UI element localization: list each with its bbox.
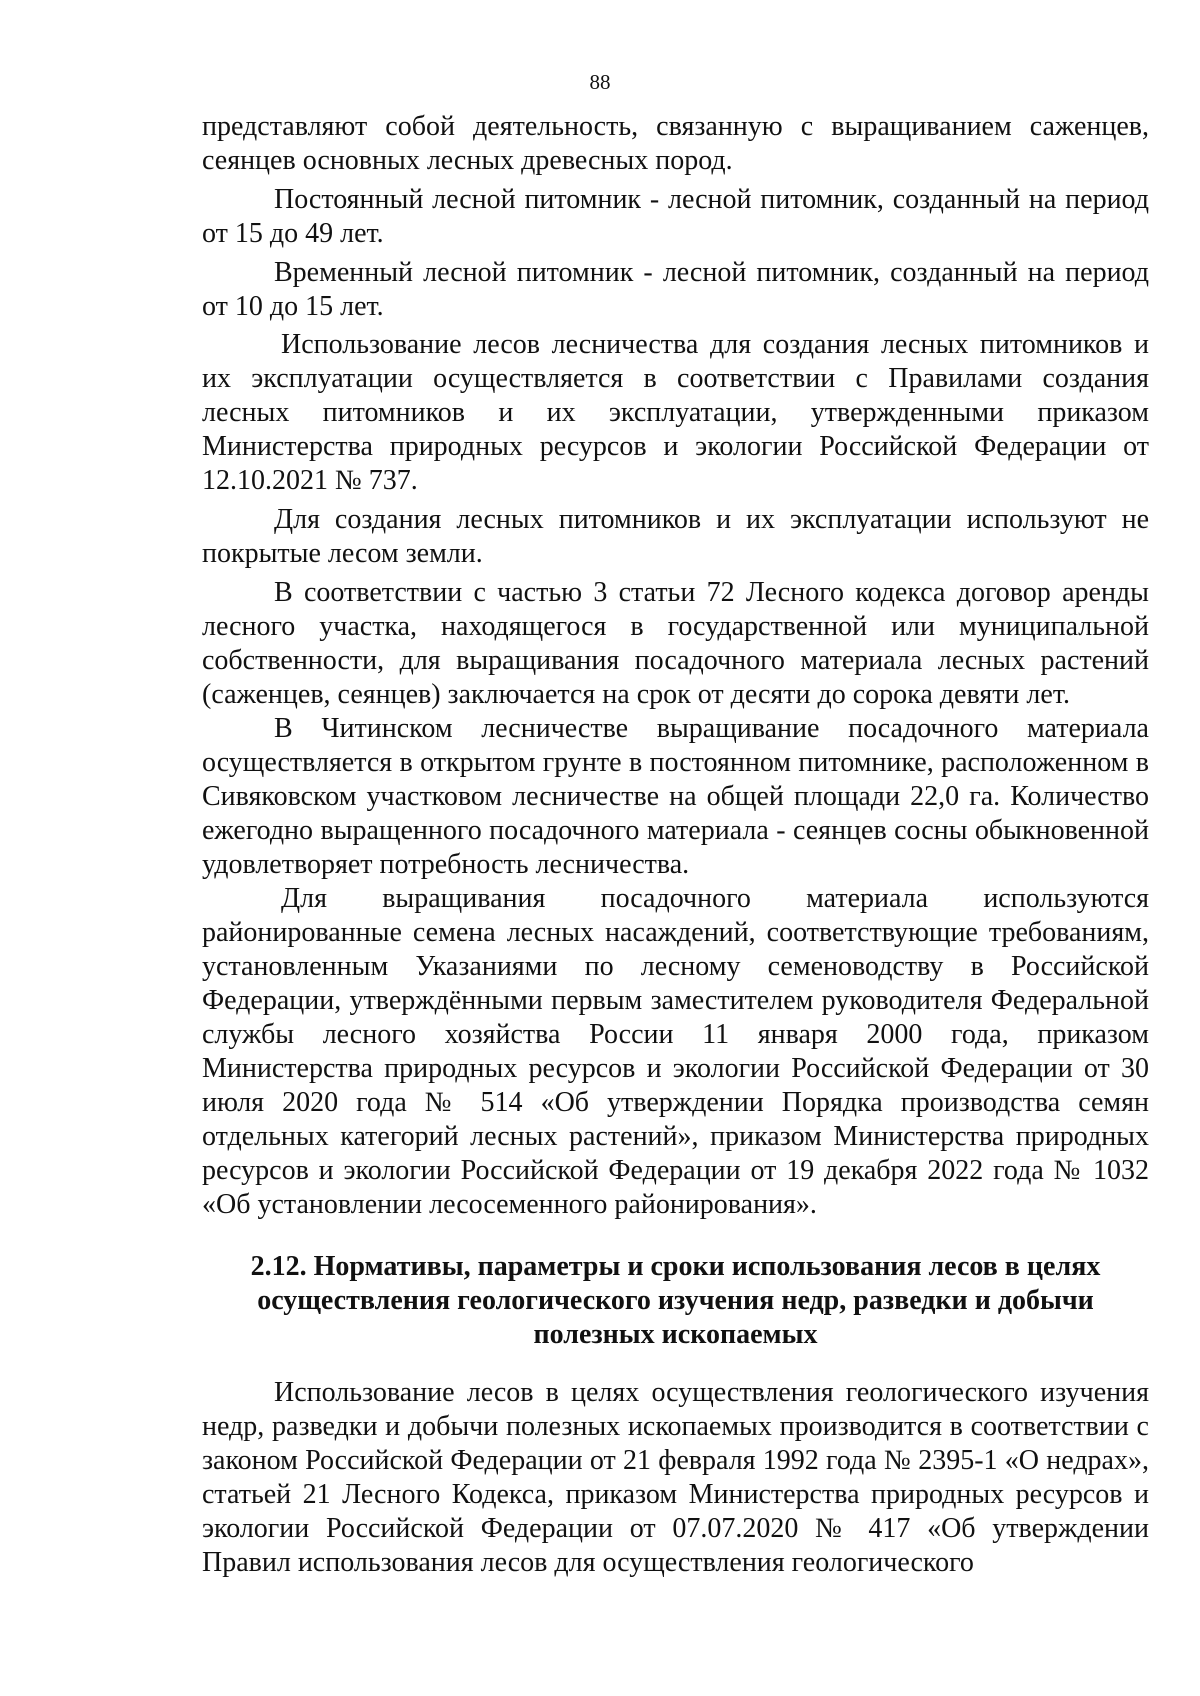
paragraph-continuation: представляют собой деятельность, связанную с выращиванием саженцев, сеянцев основных лесных древесных пород. [202,111,1149,176]
body-text-upper [202,110,1149,1222]
paragraph-geology-use: Использование лесов в целях осуществления геологического изучения недр, разведки и добычи полезных ископаемых производится в соответствии с законом Российской Федерации от 21 февраля 1992 года № 2395-1 «О недрах», статьей 21 Лесного Кодекса, приказом Министерства природных ресурсов и экологии Российской Федерации от 07.07.2020 № 417 «Об утверждении Правил использования лесов для осуществления геологического [202,1377,1149,1578]
paragraph-nursery-lands: Для создания лесных питомников и их эксплуатации используют не покрытые лесом земли. [202,504,1149,569]
page-number: 88 [589,70,611,94]
body-text-lower [202,1376,1149,1580]
paragraph-seeds: Для выращивания посадочного материала используются районированные семена лесных насаждений, соответствующие требованиям, установленным Указаниями по лесному семеноводству в Российской Федерации, утверждёнными первым заместителем руководителя Федеральной службы лесного хозяйства России 11 января 2000 года, приказом Министерства природных ресурсов и экологии Российской Федерации от 30 июля 2020 года № 514 «Об утверждении Порядка производства семян отдельных категорий лесных растений», приказом Министерства природных ресурсов и экологии Российской Федерации от 19 декабря 2022 года № 1032 «Об установлении лесосеменного районирования». [202,883,1149,1220]
paragraph-chita-forestry: В Читинском лесничестве выращивание посадочного материала осуществляется в открытом грунте в постоянном питомнике, расположенном в Сивяковском участковом лесничестве на общей площади 22,0 га. Количество ежегодно выращенного посадочного материала - сеянцев сосны обыкновенной удовлетворяет потребность лесничества. [202,713,1149,880]
heading-line-2: осуществления геологического изучения недр, разведки и добычи [257,1285,1094,1316]
paragraph-lease-term: В соответствии с частью 3 статьи 72 Лесного кодекса договор аренды лесного участка, находящегося в государственной или муниципальной собственности, для выращивания посадочного материала лесных растений (саженцев, сеянцев) заключается на срок от десяти до сорока девяти лет. [202,577,1149,710]
paragraph-nursery-rules: Использование лесов лесничества для создания лесных питомников и их эксплуатации осуществляется в соответствии с Правилами создания лесных питомников и их эксплуатации, утвержденными приказом Министерства природных ресурсов и экологии Российской Федерации от 12.10.2021 № 737. [202,329,1149,496]
heading-line-3: полезных ископаемых [533,1319,818,1350]
paragraph-permanent-nursery: Постоянный лесной питомник - лесной питомник, созданный на период от 15 до 49 лет. [202,184,1149,249]
paragraph-temporary-nursery: Временный лесной питомник - лесной питомник, созданный на период от 10 до 15 лет. [202,257,1149,322]
heading-line-1: 2.12. Нормативы, параметры и сроки использования лесов в целях [250,1251,1101,1282]
section-heading-2-12 [202,1250,1149,1352]
